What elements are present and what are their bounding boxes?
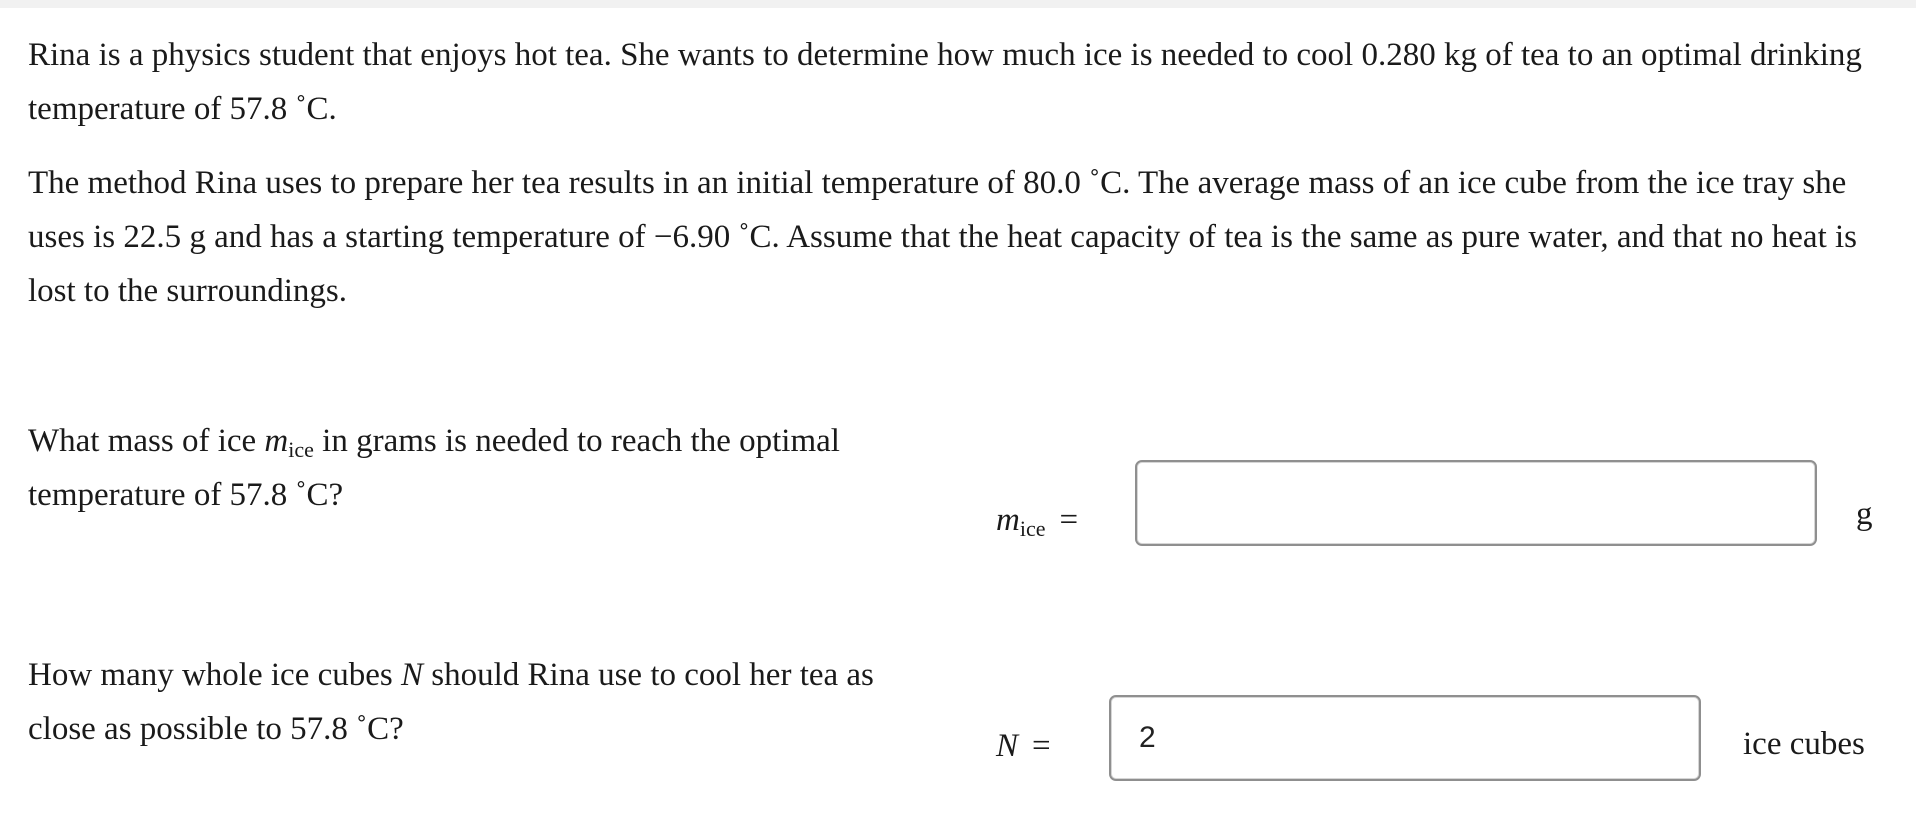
problem-paragraph-1: Rina is a physics student that enjoys hot tea. She wants to determine how much ice is needed to cool 0.280 kg of tea to an optimal drinking temperature of 57.8 ˚C.	[28, 37, 1862, 127]
question-text-start: What mass of ice	[28, 423, 265, 459]
variable-symbol: m	[996, 502, 1020, 538]
question-number-of-cubes	[28, 648, 948, 756]
question-text-end: in grams is needed to reach the optimal temperature of 57.8 ˚C?	[28, 423, 840, 513]
cube-count-variable-label	[996, 726, 1051, 766]
top-border-strip	[0, 0, 1916, 8]
problem-paragraph-2: The method Rina uses to prepare her tea results in an initial temperature of 80.0 ˚C. The average mass of an ice cube from the ice tray she uses is 22.5 g and has a starting temperature of −6.90 ˚C. Assume that the heat capacity of tea is the same as pure water, and that no heat is lost to the surroundings.	[28, 165, 1858, 309]
question-variable-subscript: ice	[288, 437, 314, 462]
question-mass-of-ice	[28, 414, 948, 522]
equals-sign: =	[1032, 728, 1051, 764]
cube-count-unit-label: ice cubes	[1743, 726, 1865, 762]
question-variable: m	[264, 423, 289, 459]
question-text-end: should Rina use to cool her tea as close as possible to 57.8 ˚C?	[28, 657, 874, 747]
variable-symbol: N	[996, 728, 1019, 764]
mass-variable-label	[996, 500, 1078, 540]
question-text-start: How many whole ice cubes	[28, 657, 401, 693]
mass-unit-label: g	[1856, 496, 1873, 532]
variable-subscript: ice	[1019, 516, 1046, 541]
ice-cube-count-answer-input[interactable]	[1109, 695, 1701, 781]
equals-sign: =	[1059, 502, 1079, 538]
mass-of-ice-answer-input[interactable]	[1135, 460, 1817, 546]
question-variable: N	[400, 657, 423, 693]
